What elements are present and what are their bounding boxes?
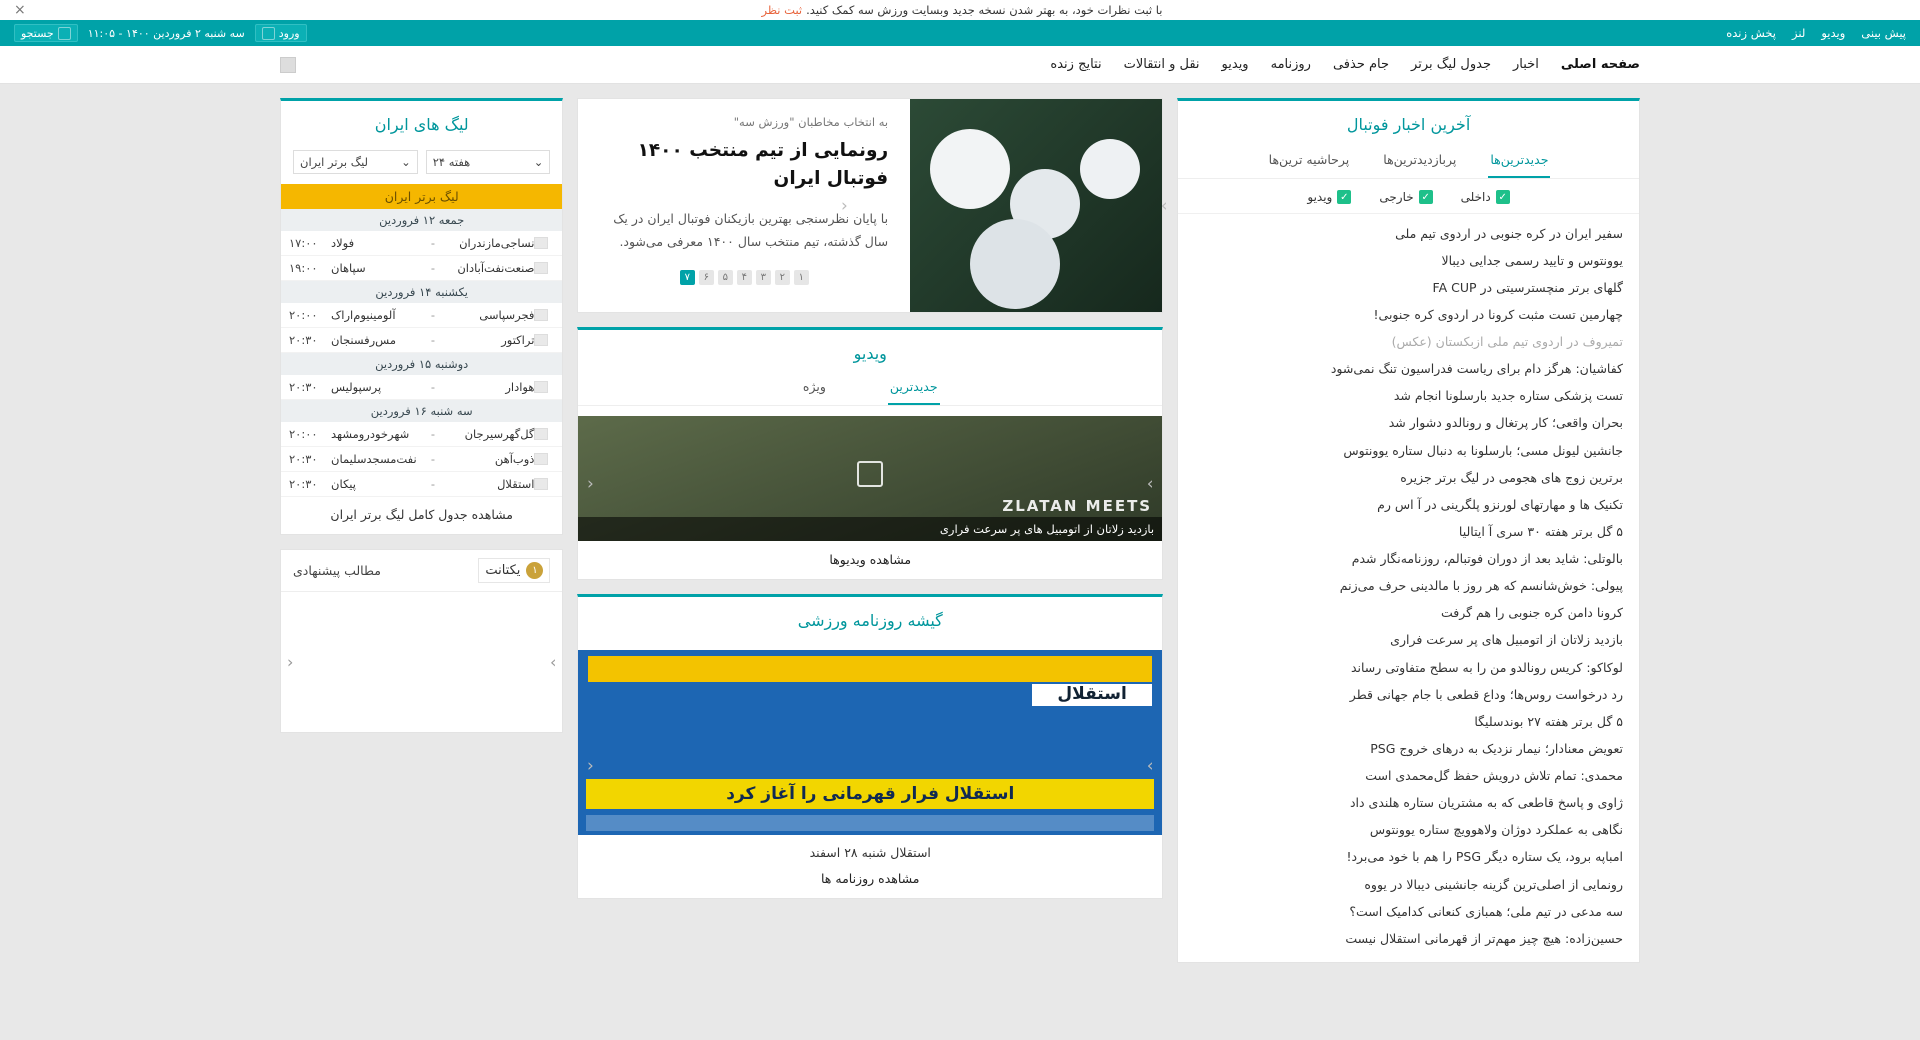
utility-link-video[interactable]: ویدیو bbox=[1821, 26, 1846, 40]
team-logo-icon bbox=[534, 428, 548, 440]
leagues-card bbox=[280, 98, 563, 535]
list-item[interactable]: امباپه برود، یک ستاره دیگر PSG را هم با خود می‌برد! bbox=[1346, 849, 1623, 865]
list-item[interactable]: تست پزشکی ستاره جدید بارسلونا انجام شد bbox=[1393, 388, 1623, 404]
list-item[interactable]: نگاهی به عملکرد دوژان ولاهوویچ ستاره یوونتوس bbox=[1369, 822, 1623, 838]
newspaper-card bbox=[577, 594, 1163, 899]
home-team: ذوب‌آهن bbox=[494, 452, 535, 466]
login-button[interactable] bbox=[255, 24, 307, 42]
table-row[interactable] bbox=[281, 422, 562, 447]
match-time: ۲۰:۳۰ bbox=[289, 380, 318, 394]
tab-newest[interactable]: جدیدترین‌ها bbox=[1488, 144, 1550, 178]
list-item[interactable]: رونمایی از اصلی‌ترین گزینه جانشینی دیبالا در یووه bbox=[1364, 876, 1623, 892]
latest-news-title: آخرین اخبار فوتبال bbox=[1346, 115, 1471, 134]
nav-item-news[interactable]: اخبار bbox=[1513, 57, 1539, 72]
video-more-link[interactable]: مشاهده ویدیوها bbox=[829, 552, 912, 567]
match-time: ۲۰:۰۰ bbox=[289, 308, 318, 322]
hero-dot-7[interactable]: ۷ bbox=[680, 270, 695, 285]
full-table-link[interactable]: مشاهده جدول کامل لیگ برتر ایران bbox=[330, 507, 513, 522]
filter-foreign-label: خارجی bbox=[1379, 190, 1414, 204]
list-item[interactable]: بحران واقعی؛ کار پرتغال و رونالدو دشوار شد bbox=[1388, 415, 1623, 431]
newspaper-more-link[interactable]: مشاهده روزنامه ها bbox=[821, 871, 920, 886]
team-logo-icon bbox=[534, 262, 548, 274]
list-item[interactable]: تمیروف در اردوی تیم ملی ازبکستان (عکس) bbox=[1391, 334, 1623, 349]
nav-item-league-table[interactable]: جدول لیگ برتر bbox=[1411, 57, 1491, 72]
list-item[interactable]: بازدید زلاتان از اتومبیل های پر سرعت فراری bbox=[1390, 632, 1623, 648]
checkbox-icon: ✓ bbox=[1419, 190, 1433, 204]
hero-text bbox=[578, 99, 910, 312]
newspaper-headline: استقلال فرار قهرمانی را آغاز کرد bbox=[586, 779, 1154, 809]
list-item[interactable]: حسین‌زاده: هیچ چیز مهم‌تر از قهرمانی استقلال نیست bbox=[1345, 930, 1623, 946]
league-banner: لیگ برتر ایران bbox=[281, 184, 562, 209]
video-watermark: ZLATAN MEETS bbox=[1002, 497, 1153, 515]
video-prev-arrow[interactable]: ‹ bbox=[587, 474, 594, 495]
home-team: صنعت‌نفت‌آبادان bbox=[457, 261, 535, 275]
list-item[interactable]: چهارمین تست مثبت کرونا در اردوی کره جنوبی! bbox=[1373, 306, 1623, 322]
site-logo[interactable] bbox=[280, 57, 296, 73]
list-item[interactable]: تعویض معنادار؛ نیمار نزدیک به درهای خروج PSG bbox=[1370, 740, 1623, 756]
suggested-next-arrow[interactable]: › bbox=[550, 652, 557, 672]
league-selectors bbox=[281, 144, 562, 184]
vs-dash: - bbox=[430, 261, 436, 275]
match-date-row: دوشنبه ۱۵ فروردین bbox=[281, 353, 562, 375]
hero-dot-2[interactable]: ۲ bbox=[775, 270, 790, 285]
utility-link-live[interactable]: پخش زنده bbox=[1726, 26, 1777, 40]
latest-news-tabs bbox=[1178, 144, 1639, 179]
hero-prev-arrow[interactable]: ‹ bbox=[841, 195, 848, 216]
table-row[interactable] bbox=[281, 472, 562, 497]
list-item[interactable]: پیولی: خوش‌شانسم که هر روز با مالدینی حرف می‌زنم bbox=[1339, 578, 1623, 594]
table-row[interactable] bbox=[281, 231, 562, 256]
away-team: شهرخودرومشهد bbox=[331, 427, 410, 441]
league-select-value: لیگ برتر ایران bbox=[300, 155, 369, 169]
announcement-text: با ثبت نظرات خود، به بهتر شدن نسخه جدید وبسایت ورزش سه کمک کنید. bbox=[806, 3, 1163, 17]
vs-dash: - bbox=[430, 477, 436, 491]
list-item[interactable]: سه مدعی در تیم ملی؛ همبازی کنعانی کدامیک است؟ bbox=[1349, 903, 1623, 919]
vs-dash: - bbox=[430, 308, 436, 322]
nav-item-live-scores[interactable]: نتایج زنده bbox=[1050, 57, 1102, 72]
vs-dash: - bbox=[430, 333, 436, 347]
announcement-cta-link[interactable]: ثبت نظر bbox=[761, 3, 803, 17]
utility-link-pishbini[interactable]: پیش بینی bbox=[1861, 26, 1906, 40]
away-team: فولاد bbox=[331, 236, 355, 250]
list-item[interactable]: ۵ گل برتر هفته ۳۰ سری آ ایتالیا bbox=[1458, 523, 1623, 539]
main-navigation bbox=[0, 46, 1920, 84]
list-item[interactable]: بالوتلی: شاید بعد از دوران فوتبالم، روزنامه‌نگار شدم bbox=[1351, 551, 1623, 566]
match-time: ۲۰:۳۰ bbox=[289, 333, 318, 347]
utility-link-lens[interactable]: لنز bbox=[1792, 26, 1806, 40]
hero-kicker: به انتخاب مخاطبان "ورزش سه" bbox=[733, 115, 889, 129]
match-time: ۲۰:۳۰ bbox=[289, 452, 318, 466]
list-item[interactable]: محمدی: تمام تلاش درویش حفظ گل‌محمدی است bbox=[1365, 768, 1623, 783]
tab-video-newest[interactable]: جدیدترین bbox=[888, 373, 940, 405]
video-card-title: ویدیو bbox=[853, 344, 887, 363]
latest-news-column bbox=[1177, 98, 1640, 963]
away-team: سپاهان bbox=[331, 261, 366, 275]
team-logo-icon bbox=[534, 381, 548, 393]
nav-item-home[interactable]: صفحه اصلی bbox=[1560, 57, 1640, 72]
away-team: پرسپولیس bbox=[331, 380, 382, 394]
video-thumbnail[interactable] bbox=[578, 416, 1162, 541]
video-next-arrow[interactable]: › bbox=[1146, 474, 1154, 495]
team-logo-icon bbox=[534, 478, 548, 490]
away-team: نفت‌مسجدسلیمان bbox=[331, 452, 417, 466]
nav-item-video[interactable]: ویدیو bbox=[1221, 57, 1249, 72]
newspaper-prev-arrow[interactable]: ‹ bbox=[587, 755, 594, 776]
chevron-down-icon: ⌄ bbox=[401, 155, 411, 169]
hero-image bbox=[910, 99, 1162, 312]
utility-bar bbox=[0, 20, 1920, 46]
list-item[interactable]: گلهای برتر منچسترسیتی در FA CUP bbox=[1432, 279, 1623, 295]
league-select[interactable] bbox=[293, 150, 418, 174]
announcement-bar bbox=[0, 0, 1920, 20]
newspaper-thumbnail[interactable]: استقلال استقلال فرار قهرمانی را آغاز کرد bbox=[578, 650, 1162, 835]
page-content bbox=[280, 84, 1640, 963]
away-team: مس‌رفسنجان bbox=[331, 333, 396, 347]
vs-dash: - bbox=[430, 427, 436, 441]
badge-label: یکتانت bbox=[485, 563, 521, 578]
hero-dot-6[interactable]: ۶ bbox=[699, 270, 714, 285]
match-time: ۲۰:۳۰ bbox=[289, 477, 318, 491]
ad-provider-badge[interactable] bbox=[478, 558, 550, 583]
close-icon[interactable]: × bbox=[14, 2, 26, 18]
video-tabs bbox=[578, 373, 1162, 406]
filter-foreign[interactable] bbox=[1379, 190, 1432, 204]
newspaper-date: استقلال شنبه ۲۸ اسفند bbox=[809, 845, 931, 860]
week-select[interactable] bbox=[426, 150, 551, 174]
table-row[interactable] bbox=[281, 328, 562, 353]
vs-dash: - bbox=[430, 236, 436, 250]
home-team: نساجی‌مازندران bbox=[459, 236, 535, 250]
checkbox-icon: ✓ bbox=[1337, 190, 1351, 204]
table-row[interactable] bbox=[281, 256, 562, 281]
nav-item-hazfi-cup[interactable]: جام حذفی bbox=[1332, 57, 1390, 72]
video-caption: بازدید زلاتان از اتومبیل های پر سرعت فراری bbox=[578, 517, 1162, 541]
tab-video-featured[interactable]: ویژه bbox=[802, 379, 826, 394]
away-team: آلومینیوم‌اراک bbox=[331, 308, 396, 322]
away-team: پیکان bbox=[331, 477, 356, 491]
hero-subtitle: با پایان نظرسنجی بهترین بازیکنان فوتبال ایران در یک سال گذشته، تیم منتخب سال ۱۴۰۰ معرفی می‌شود. bbox=[613, 210, 889, 250]
list-item[interactable]: یوونتوس و تایید رسمی جدایی دیبالا bbox=[1441, 252, 1623, 268]
filter-domestic-label: داخلی bbox=[1460, 190, 1491, 204]
home-team: استقلال bbox=[497, 477, 535, 491]
match-time: ۲۰:۰۰ bbox=[289, 427, 318, 441]
team-logo-icon bbox=[534, 237, 548, 249]
suggested-card bbox=[280, 549, 563, 733]
team-logo-icon bbox=[534, 334, 548, 346]
search-icon bbox=[58, 27, 71, 40]
match-date-row: یکشنبه ۱۴ فروردین bbox=[281, 281, 562, 303]
hero-dot-5[interactable]: ۵ bbox=[718, 270, 733, 285]
filter-video[interactable] bbox=[1307, 190, 1351, 204]
list-item[interactable]: جانشین لیونل مسی؛ بارسلونا به دنبال ستاره یوونتوس bbox=[1343, 442, 1623, 458]
list-item[interactable]: ۵ گل برتر هفته ۲۷ بوندسلیگا bbox=[1474, 713, 1623, 729]
suggested-body bbox=[281, 592, 562, 732]
datetime-label: سه شنبه ۲ فروردین ۱۴۰۰ - ۱۱:۰۵ bbox=[87, 26, 245, 40]
list-item[interactable]: تکنیک ها و مهارتهای لورنزو پلگرینی در آ اس رم bbox=[1377, 496, 1623, 512]
hero-next-arrow[interactable]: › bbox=[1160, 195, 1168, 216]
match-time: ۱۹:۰۰ bbox=[289, 261, 318, 275]
week-select-value: هفته ۲۴ bbox=[432, 155, 471, 169]
team-logo-icon bbox=[534, 309, 548, 321]
news-list bbox=[1178, 214, 1639, 962]
filter-video-label: ویدیو bbox=[1307, 190, 1333, 204]
list-item[interactable]: برترین زوج های هجومی در لیگ برتر جزیره bbox=[1400, 469, 1623, 485]
nav-item-transfers[interactable]: نقل و انتقالات bbox=[1123, 57, 1200, 72]
suggested-prev-arrow[interactable]: ‹ bbox=[287, 652, 294, 672]
hero-dot-4[interactable]: ۴ bbox=[737, 270, 752, 285]
checkbox-icon: ✓ bbox=[1496, 190, 1510, 204]
search-label: جستجو bbox=[21, 26, 54, 40]
suggested-title: مطالب پیشنهادی bbox=[293, 563, 381, 578]
user-icon bbox=[262, 27, 275, 40]
leagues-title: لیگ های ایران bbox=[374, 115, 469, 134]
vs-dash: - bbox=[430, 380, 436, 394]
search-button[interactable] bbox=[14, 24, 78, 42]
hero-headline[interactable]: رونمایی از تیم منتخب ۱۴۰۰ فوتبال ایران bbox=[637, 140, 889, 189]
newspaper-card-title: گیشه روزنامه ورزشی bbox=[797, 611, 943, 630]
home-team: هوادار bbox=[505, 380, 535, 394]
hero-dot-3[interactable]: ۳ bbox=[756, 270, 771, 285]
home-team: فجرسپاسی bbox=[479, 308, 535, 322]
list-item[interactable]: رد درخواست روس‌ها؛ وداع قطعی با جام جهانی قطر bbox=[1349, 686, 1623, 702]
match-date-row: جمعه ۱۲ فروردین bbox=[281, 209, 562, 231]
hero-pagination bbox=[600, 270, 888, 285]
table-row[interactable] bbox=[281, 447, 562, 472]
list-item[interactable]: لوکاکو: کریس رونالدو من را به سطح متفاوتی رساند bbox=[1350, 659, 1623, 675]
filter-domestic[interactable] bbox=[1461, 190, 1510, 204]
utility-links bbox=[1726, 26, 1906, 40]
table-row[interactable] bbox=[281, 375, 562, 400]
hero-dot-1[interactable]: ۱ bbox=[794, 270, 809, 285]
newspaper-next-arrow[interactable]: › bbox=[1146, 755, 1154, 776]
center-column bbox=[577, 98, 1168, 963]
list-item[interactable]: کفاشیان: هرگز دام برای ریاست فدراسیون تنگ نمی‌شود bbox=[1330, 361, 1623, 377]
suggested-header bbox=[281, 550, 562, 592]
play-icon[interactable] bbox=[857, 461, 883, 487]
tab-most-viewed[interactable]: پربازدیدترین‌ها bbox=[1383, 152, 1457, 167]
video-card bbox=[577, 327, 1163, 580]
latest-news-card bbox=[1177, 98, 1640, 963]
list-item[interactable]: کرونا دامن کره جنوبی را هم گرفت bbox=[1440, 605, 1623, 621]
nav-item-newspaper[interactable]: روزنامه bbox=[1270, 57, 1311, 72]
team-logo-icon bbox=[534, 453, 548, 465]
login-label: ورود bbox=[278, 26, 300, 40]
hero-slider bbox=[577, 98, 1168, 313]
match-time: ۱۷:۰۰ bbox=[289, 236, 318, 250]
table-row[interactable] bbox=[281, 303, 562, 328]
home-team: گل‌گهرسیرجان bbox=[464, 427, 535, 441]
leagues-column bbox=[280, 98, 563, 963]
news-filters bbox=[1178, 179, 1639, 214]
nav-items bbox=[1050, 57, 1640, 72]
utility-tools bbox=[14, 24, 307, 42]
tab-most-discussed[interactable]: پرحاشیه ترین‌ها bbox=[1268, 152, 1350, 167]
badge-number: ۱ bbox=[526, 562, 543, 579]
home-team: تراکتور bbox=[501, 333, 535, 347]
list-item[interactable]: سفیر ایران در کره جنوبی در اردوی تیم ملی bbox=[1395, 225, 1623, 241]
vs-dash: - bbox=[430, 452, 436, 466]
match-date-row: سه شنبه ۱۶ فروردین bbox=[281, 400, 562, 422]
list-item[interactable]: ژاوی و پاسخ قاطعی که به مشتریان ستاره هلندی داد bbox=[1349, 795, 1623, 811]
chevron-down-icon: ⌄ bbox=[533, 155, 544, 169]
